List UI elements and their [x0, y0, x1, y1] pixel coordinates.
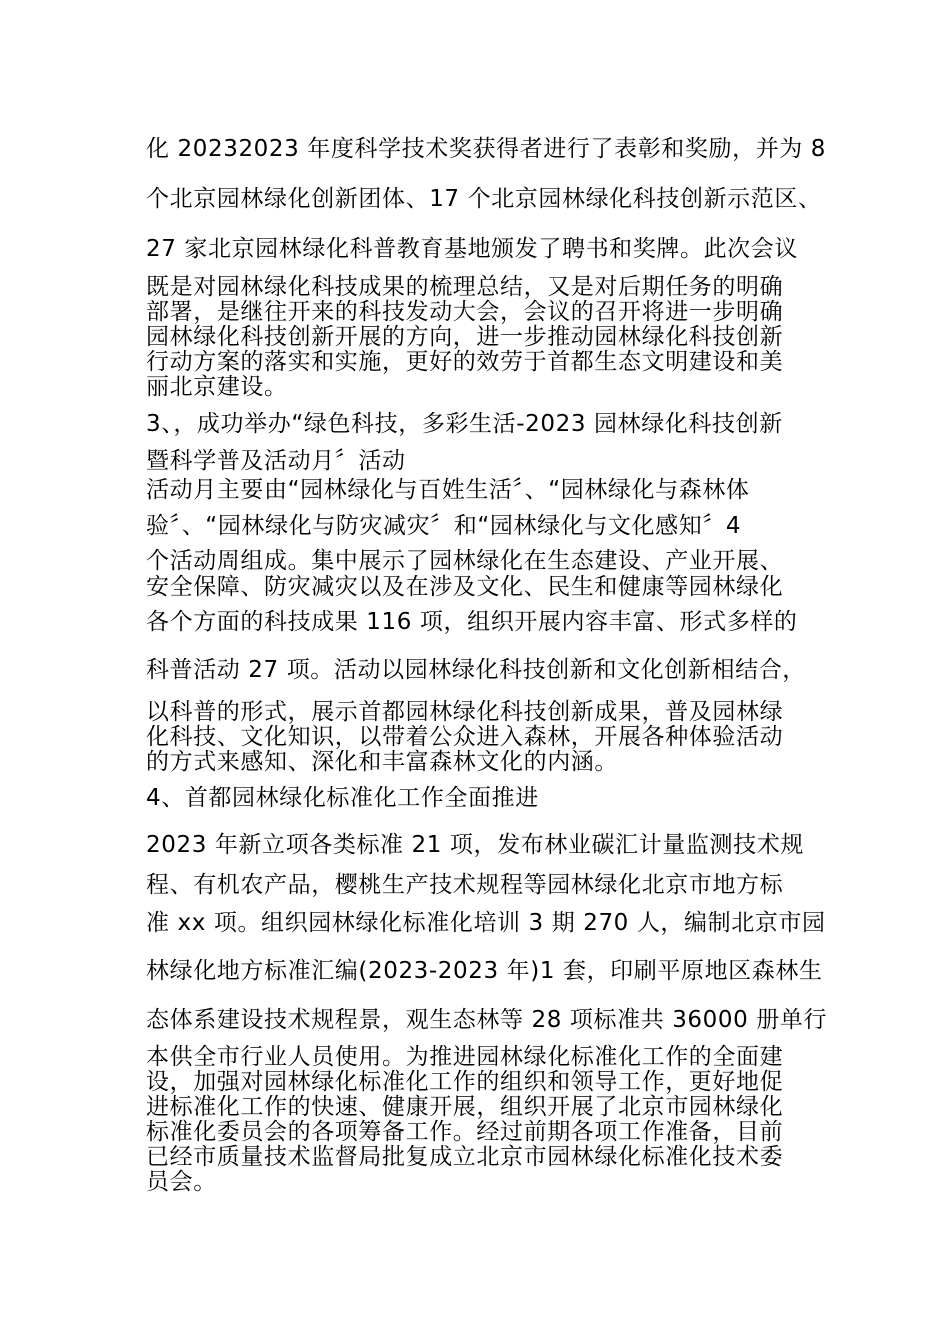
- text-line: 进标准化工作的快速、健康开展，组织开展了北京市园林绿化: [146, 1094, 784, 1120]
- text-line: 活动月主要由“园林绿化与百姓生活〞、“园林绿化与森林体: [146, 477, 750, 503]
- text-line: 验〞、“园林绿化与防灾减灾〞和“园林绿化与文化感知〞4: [146, 513, 742, 539]
- text-line: 化 20232023 年度科学技术奖获得者进行了表彰和奖励，并为 8: [146, 136, 827, 162]
- text-line: 标准化委员会的各项筹备工作。经过前期各项工作准备，目前: [146, 1119, 784, 1145]
- text-line: 程、有机农产品，樱桃生产技术规程等园林绿化北京市地方标: [146, 872, 784, 898]
- text-line: 各个方面的科技成果 116 项，组织开展内容丰富、形式多样的: [146, 609, 798, 635]
- text-line: 个北京园林绿化创新团体、17 个北京园林绿化科技创新示范区、: [146, 186, 822, 212]
- section-heading: 4、首都园林绿化标准化工作全面推进: [146, 785, 539, 811]
- text-line: 以科普的形式，展示首都园林绿化科技创新成果，普及园林绿: [146, 699, 784, 725]
- text-line: 安全保障、防灾减灾以及在涉及文化、民生和健康等园林绿化: [146, 574, 784, 600]
- text-line: 27 家北京园林绿化科普教育基地颁发了聘书和奖牌。此次会议: [146, 236, 798, 262]
- text-line: 园林绿化科技创新开展的方向，进一步推动园林绿化科技创新: [146, 324, 784, 350]
- text-line: 2023 年新立项各类标准 21 项，发布林业碳汇计量监测技术规: [146, 832, 804, 858]
- text-line: 员会。: [146, 1169, 217, 1195]
- text-line: 林绿化地方标准汇编(2023-2023 年)1 套，印刷平原地区森林生: [146, 958, 823, 984]
- text-line: 已经市质量技术监督局批复成立北京市园林绿化标准化技术委: [146, 1144, 784, 1170]
- text-line: 准 xx 项。组织园林绿化标准化培训 3 期 270 人，编制北京市园: [146, 910, 826, 936]
- text-line: 本供全市行业人员使用。为推进园林绿化标准化工作的全面建: [146, 1044, 784, 1070]
- text-line: 设，加强对园林绿化标准化工作的组织和领导工作，更好地促: [146, 1069, 784, 1095]
- section-heading: 3、，成功举办“绿色科技，多彩生活-2023 园林绿化科技创新: [146, 411, 783, 437]
- text-line: 态体系建设技术规程景，观生态林等 28 项标准共 36000 册单行: [146, 1007, 828, 1033]
- section-heading-continued: 暨科学普及活动月〞活动: [146, 448, 406, 474]
- text-line: 化科技、文化知识，以带着公众进入森林，开展各种体验活动: [146, 724, 784, 750]
- text-line: 部署，是继往开来的科技发动大会，会议的召开将进一步明确: [146, 299, 784, 325]
- text-line: 个活动周组成。集中展示了园林绿化在生态建设、产业开展、: [146, 548, 784, 574]
- text-line: 丽北京建设。: [146, 374, 288, 400]
- text-line: 行动方案的落实和实施，更好的效劳于首都生态文明建设和美: [146, 349, 784, 375]
- text-line: 科普活动 27 项。活动以园林绿化科技创新和文化创新相结合，: [146, 657, 806, 683]
- text-line: 的方式来感知、深化和丰富森林文化的内涵。: [146, 749, 618, 775]
- text-line: 既是对园林绿化科技成果的梳理总结，又是对后期任务的明确: [146, 274, 784, 300]
